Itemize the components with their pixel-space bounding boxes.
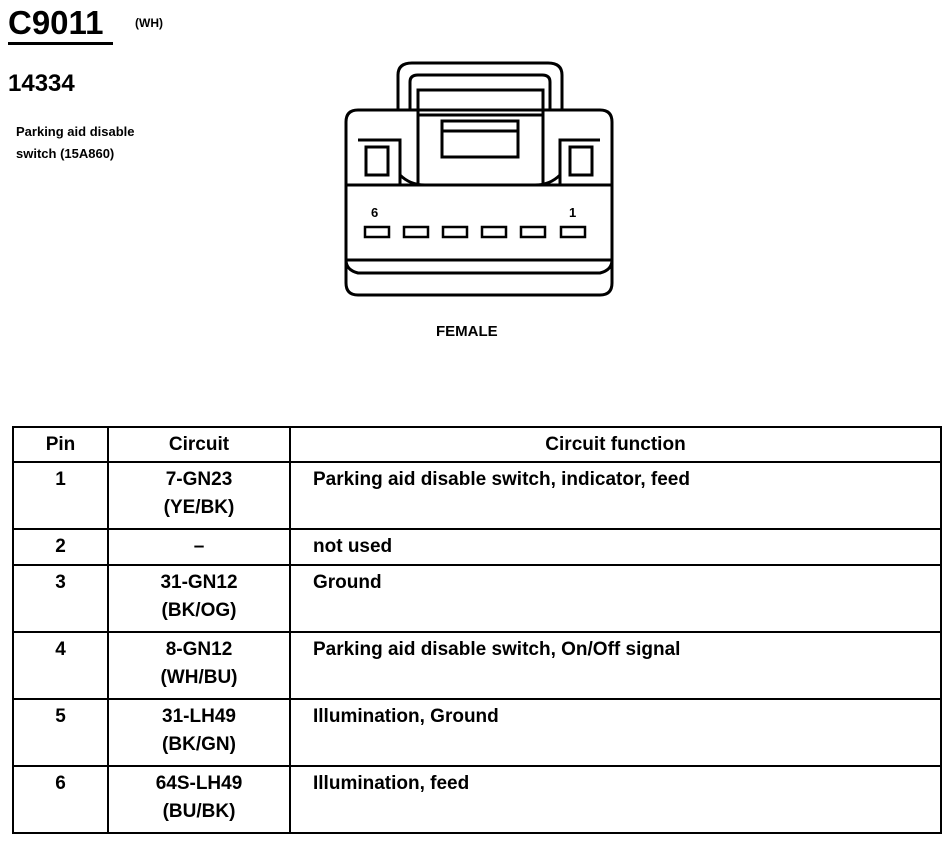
- connector-color-code: (WH): [135, 16, 163, 30]
- pin-number: 2: [13, 529, 108, 565]
- latch-block: [418, 90, 543, 185]
- circuit-cell: [108, 529, 290, 565]
- circuit-id: 31-GN12: [160, 572, 238, 593]
- header-pin: Pin: [13, 427, 108, 462]
- wire-color: (BK/OG): [161, 600, 237, 621]
- pin-number: 5: [13, 699, 108, 766]
- pin-table: [12, 426, 942, 834]
- connector-gender: FEMALE: [436, 323, 498, 340]
- connector-description: [16, 121, 186, 165]
- table-row: [13, 565, 941, 632]
- header-circuit: Circuit: [108, 427, 290, 462]
- table-row: [13, 632, 941, 699]
- part-number: 14334: [8, 70, 75, 97]
- pin-number: 4: [13, 632, 108, 699]
- description-line-1: Parking aid disable: [16, 124, 135, 139]
- connector-housing: [346, 110, 612, 295]
- wire-color: (WH/BU): [160, 667, 238, 688]
- pin-label-6: 6: [371, 205, 379, 220]
- circuit-function: Ground: [290, 565, 941, 632]
- circuit-cell: [108, 699, 290, 766]
- circuit-function: Illumination, feed: [290, 766, 941, 833]
- header-function: Circuit function: [290, 427, 941, 462]
- connector-face-diagram: [330, 55, 630, 305]
- cavity-3: [482, 227, 506, 237]
- table-row: [13, 766, 941, 833]
- circuit-cell: [108, 462, 290, 529]
- table-row: [13, 699, 941, 766]
- circuit-function: Illumination, Ground: [290, 699, 941, 766]
- locking-tab: [398, 63, 562, 110]
- cavity-6: [365, 227, 389, 237]
- table-row: [13, 462, 941, 529]
- circuit-id: 8-GN12: [165, 639, 233, 660]
- pin-label-1: 1: [569, 205, 577, 220]
- connector-id: C9011: [8, 4, 104, 41]
- cavity-2: [521, 227, 545, 237]
- circuit-id: 7-GN23: [165, 469, 233, 490]
- pin-number: 1: [13, 462, 108, 529]
- cavity-5: [404, 227, 428, 237]
- circuit-id: 31-LH49: [162, 706, 236, 727]
- table-row: [13, 529, 941, 565]
- wire-color: (BK/GN): [162, 734, 236, 755]
- circuit-function: Parking aid disable switch, On/Off signal: [290, 632, 941, 699]
- pin-number: 3: [13, 565, 108, 632]
- description-line-2: switch (15A860): [16, 146, 115, 161]
- circuit-cell: [108, 632, 290, 699]
- circuit-id: –: [193, 536, 205, 557]
- circuit-function: not used: [290, 529, 941, 565]
- wire-color: (YE/BK): [163, 497, 235, 518]
- connector-id-underline: [8, 42, 113, 45]
- circuit-cell: [108, 565, 290, 632]
- circuit-function: Parking aid disable switch, indicator, feed: [290, 462, 941, 529]
- cavity-4: [443, 227, 467, 237]
- cavity-1: [561, 227, 585, 237]
- pin-number: 6: [13, 766, 108, 833]
- circuit-cell: [108, 766, 290, 833]
- circuit-id: 64S-LH49: [155, 773, 243, 794]
- wire-color: (BU/BK): [162, 801, 236, 822]
